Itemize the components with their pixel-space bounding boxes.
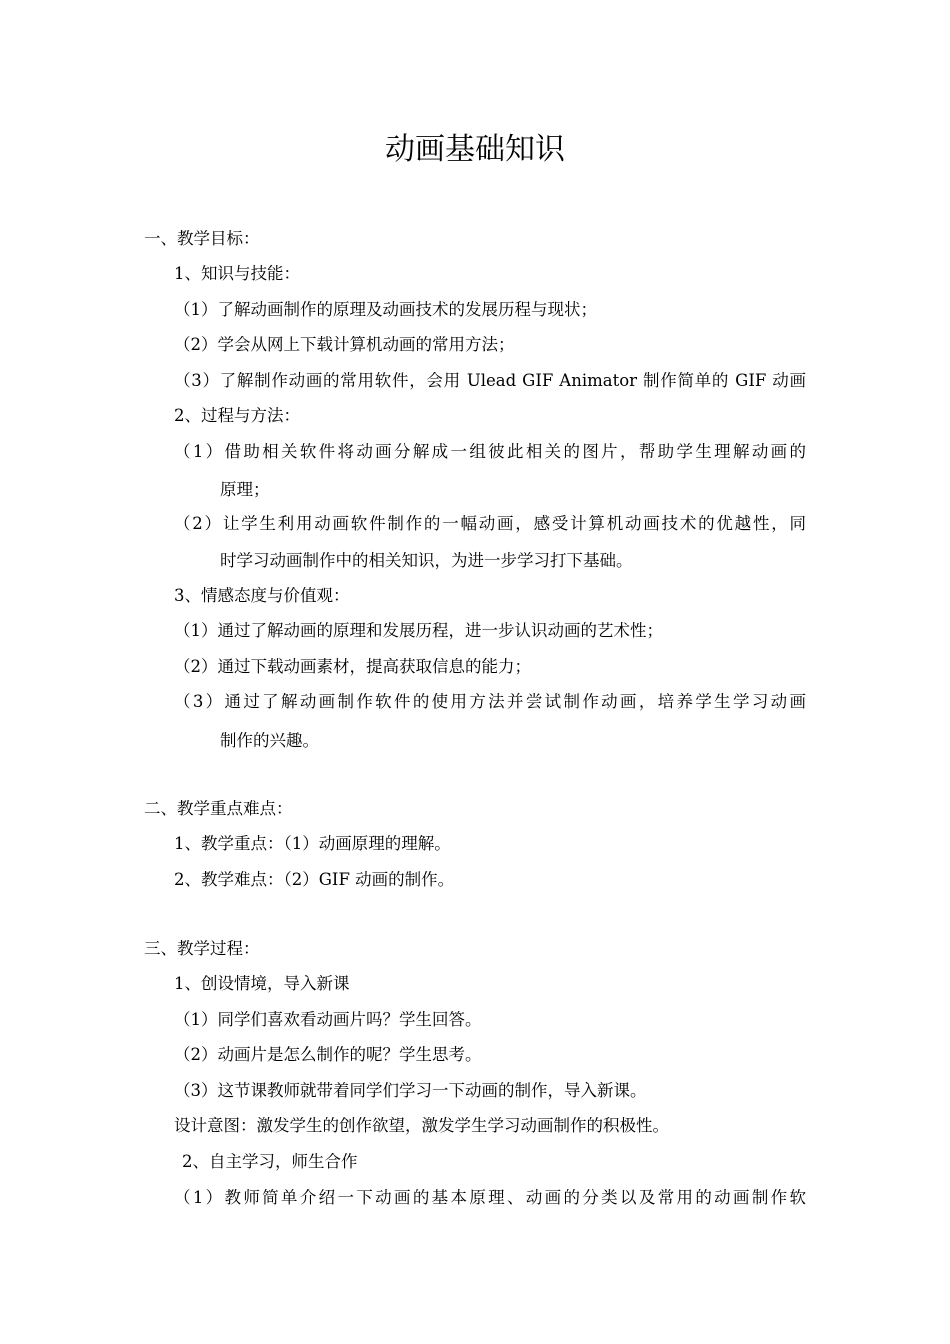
list-item: （2）动画片是怎么制作的呢？学生思考。 [174, 1045, 482, 1064]
list-item: （3）通过了解动画制作软件的使用方法并尝试制作动画，培养学生学习动画 [174, 692, 806, 711]
list-item: （2）通过下载动画素材，提高获取信息的能力； [174, 657, 531, 676]
subheading-scenario: 1、创设情境，导入新课 [174, 974, 350, 993]
list-item: 2、教学难点：（2）GIF 动画的制作。 [174, 870, 455, 889]
list-item-continuation: 时学习动画制作中的相关知识，为进一步学习打下基础。 [220, 551, 633, 570]
section-heading-process: 三、教学过程： [144, 939, 260, 958]
list-item: （3）了解制作动画的常用软件，会用 Ulead GIF Animator 制作简单的 GIF 动画 [174, 371, 806, 390]
list-item: （2）让学生利用动画软件制作的一幅动画，感受计算机动画技术的优越性，同 [174, 514, 806, 533]
subheading-self-study: 2、自主学习，师生合作 [182, 1152, 358, 1171]
design-intent: 设计意图：激发学生的创作欲望，激发学生学习动画制作的积极性。 [174, 1116, 669, 1135]
list-item: （1）借助相关软件将动画分解成一组彼此相关的图片，帮助学生理解动画的 [174, 442, 806, 461]
document-title: 动画基础知识 [385, 132, 565, 167]
list-item-continuation: 制作的兴趣。 [220, 731, 319, 750]
section-heading-key-points: 二、教学重点难点： [144, 799, 293, 818]
list-item: （1）了解动画制作的原理及动画技术的发展历程与现状； [174, 300, 597, 319]
subheading-knowledge-skills: 1、知识与技能： [174, 264, 300, 283]
list-item: （2）学会从网上下载计算机动画的常用方法； [174, 335, 515, 354]
list-item: 1、教学重点：（1）动画原理的理解。 [174, 834, 451, 853]
subheading-process-methods: 2、过程与方法： [174, 406, 300, 425]
subheading-attitudes-values: 3、情感态度与价值观： [174, 586, 350, 605]
list-item: （1）通过了解动画的原理和发展历程，进一步认识动画的艺术性； [174, 621, 663, 640]
list-item: （1）同学们喜欢看动画片吗？学生回答。 [174, 1010, 482, 1029]
list-item: （1）教师简单介绍一下动画的基本原理、动画的分类以及常用的动画制作软 [174, 1188, 806, 1207]
list-item: （3）这节课教师就带着同学们学习一下动画的制作，导入新课。 [174, 1081, 647, 1100]
list-item-continuation: 原理； [220, 480, 270, 499]
section-heading-objectives: 一、教学目标： [144, 229, 260, 248]
